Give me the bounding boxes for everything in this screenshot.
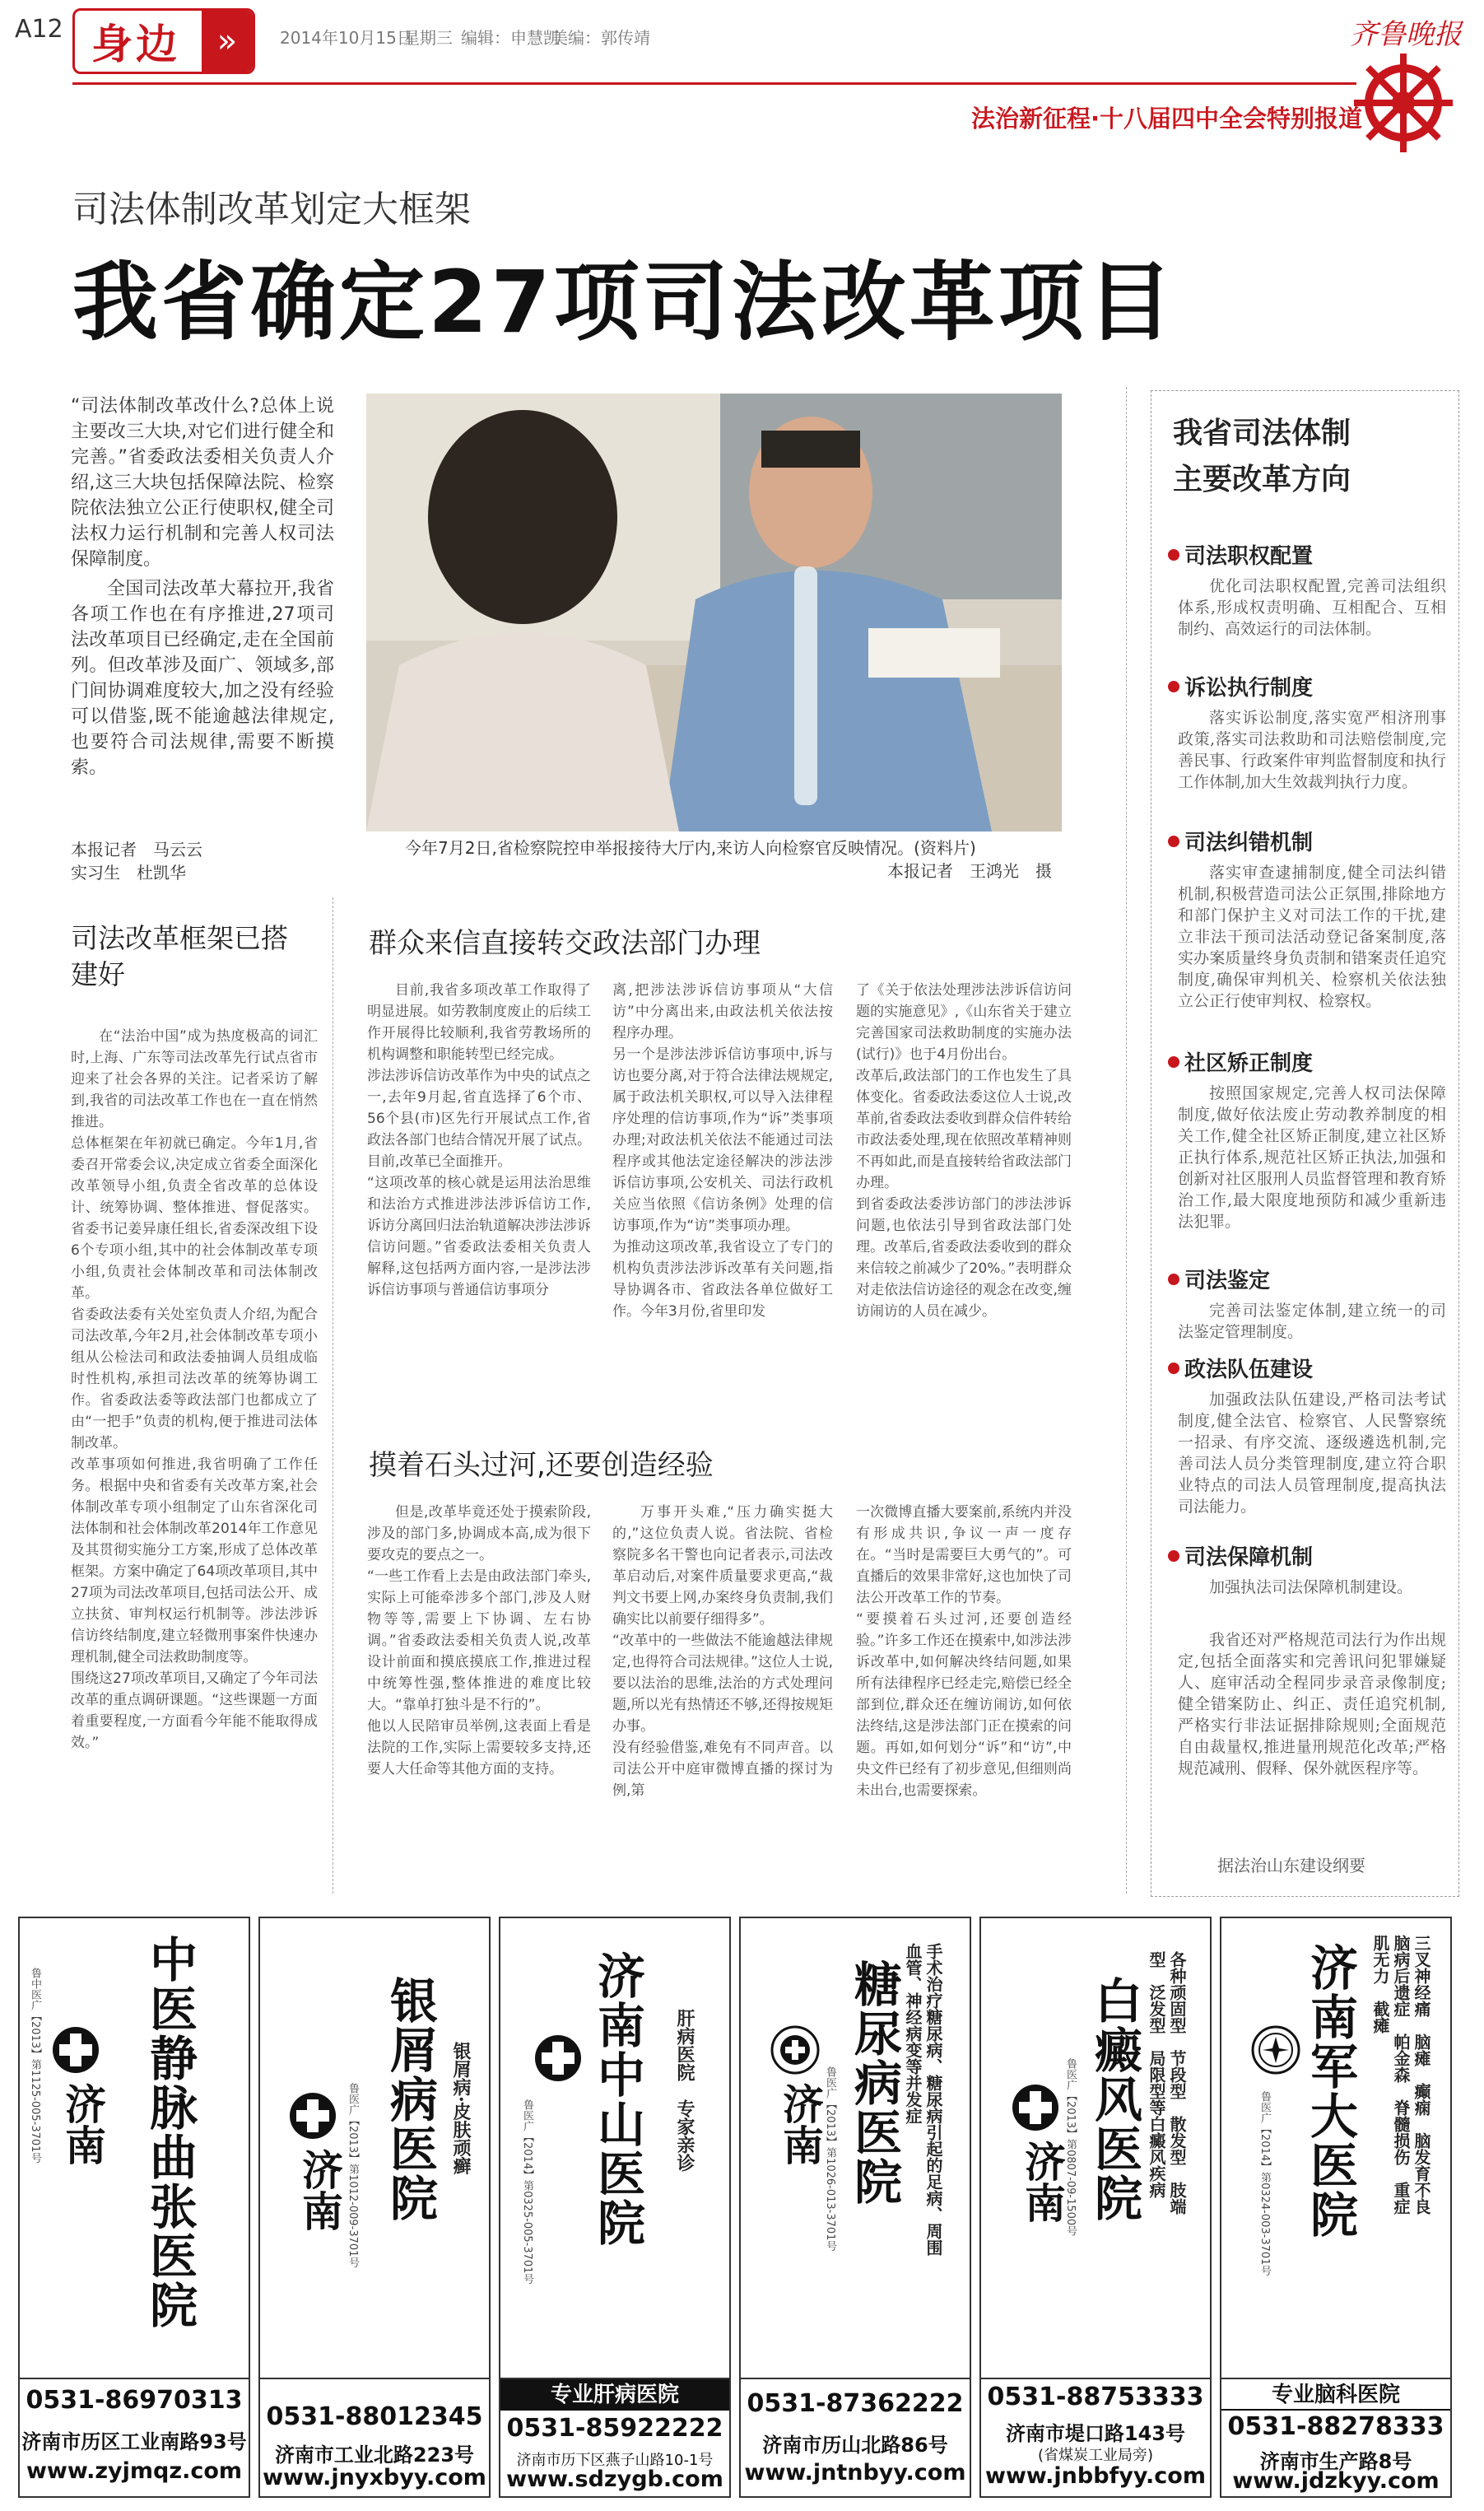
ad-banner: 专业脑科医院 xyxy=(1221,2379,1450,2411)
ad-license: 鲁医广【2013】第1012-009-3701号 xyxy=(347,2083,359,2268)
photo-credit: 本报记者 王鸿光 摄 xyxy=(887,861,1052,881)
bullet-dot-icon xyxy=(1168,1274,1179,1285)
issue-date: 2014年10月15日 xyxy=(280,28,413,48)
medical-cross-icon xyxy=(51,2025,100,2075)
medical-cross-icon xyxy=(533,2033,583,2083)
ad-address: 济南市历山北路86号 xyxy=(762,2434,948,2457)
section-tag xyxy=(72,8,255,74)
sidebar-title-line2: 主要改革方向 xyxy=(1173,463,1351,496)
sidebar-item-4-heading: 社区矫正制度 xyxy=(1168,1046,1313,1077)
ship-wheel-icon xyxy=(1350,49,1457,156)
ad-name: 济南中山医院 xyxy=(589,1951,645,2248)
ad-footer xyxy=(20,2378,249,2496)
sidebar-item-6-text: 加强政法队伍建设,严格司法考试制度,健全法官、检察官、人民警察统一招录、有序交流、逐级遴选机制,完善司法人员分类管理制度,建立符合职业特点的司法人员管理制度,提高执法司法能力。 xyxy=(1178,1391,1446,1516)
sidebar-item-2-text: 落实诉讼制度,落实宽严相济刑事政策,落实司法救助和司法赔偿制度,完善民事、行政案件审判监督制度和执行工作体制,加大生效裁判执行力度。 xyxy=(1178,709,1446,791)
ad-website: www.jdzkyy.com xyxy=(1232,2468,1440,2494)
ad-website: www.jnyxbyy.com xyxy=(263,2465,486,2490)
ad-junda-hospital xyxy=(1220,1917,1452,2498)
sidebar-closing-text: 我省还对严格规范司法行为作出规定,包括全面落实和完善讯问犯罪嫌疑人、庭审活动全程同步录音录像制度;健全错案防止、纠正、责任追究机制,严格实行非法证据排除规则;全面规范自由裁量权,推进量刑规范化改革;严格规范减刑、假释、保外就医程序等。 xyxy=(1178,1631,1446,1777)
sidebar-item-3-heading: 司法纠错机制 xyxy=(1168,826,1313,856)
ad-license: 鲁中医广【2013】第1125-005-3701号 xyxy=(29,1968,41,2164)
bullet-dot-icon xyxy=(1168,836,1179,847)
ad-name: 白癜风医院 xyxy=(1086,1976,1142,2223)
subhead-experience: 摸着石头过河,还要创造经验 xyxy=(369,1449,714,1482)
art-editor: 美编：郭传靖 xyxy=(551,28,650,48)
ad-phone: 0531-88012345 xyxy=(266,2402,483,2431)
ad-description: 三叉神经痛 脑瘫 癫痫 脑发育不良 脑病后遗症 帕金森 脊髓损伤 重症肌无力 截瘫 xyxy=(1370,1935,1431,2231)
ad-phone: 0531-88278333 xyxy=(1227,2412,1444,2441)
ad-description: 手术治疗糖尿病、糖尿病引起的足病、周围血管、神经病变等并发症 xyxy=(903,1943,943,2256)
column-petitions-1: 目前,我省多项改革工作取得了明显进展。如劳教制度废止的后续工作开展得比较顺利,我省劳教场所的机构调整和职能转型已经完成。 涉法涉诉信访改革作为中央的试点之一,去年9月起,省直选择了6个市、56个县(市)区先行开展试点工作,省政法各部门也结合情况开展了试点。目前,改革已全面推开。 “这项改革的核心就是运用法治思维和法治方式推进涉法涉诉信访工作,诉访分离回归法治轨道解决涉法涉诉信访问题。”省委政法委相关负责人解释,这包括两方面内容,一是涉法涉诉信访事项与普通信访事项分 xyxy=(367,982,591,1298)
hospital-logo-icon xyxy=(770,2025,820,2075)
ad-city: 济南 xyxy=(295,2149,343,2231)
ad-phone: 0531-86970313 xyxy=(26,2386,243,2415)
byline-reporter: 本报记者 马云云 xyxy=(71,840,202,860)
ad-license: 鲁医广【2013】第0807-09-1500号 xyxy=(1064,2058,1077,2237)
photo-caption: 今年7月2日,省检察院控申举报接待大厅内,来访人向检察官反映情况。(资料片) xyxy=(405,838,976,858)
ad-banner: 专业肝病医院 xyxy=(500,2379,729,2411)
sidebar-item-7-heading: 司法保障机制 xyxy=(1168,1540,1313,1571)
ad-phone: 0531-85922222 xyxy=(506,2414,723,2443)
sidebar-item-2-heading: 诉讼执行制度 xyxy=(1168,671,1313,701)
page-header xyxy=(0,0,1484,165)
sidebar-item-4-text: 按照国家规定,完善人权司法保障制度,做好依法废止劳动教养制度的相关工作,健全社区矫正制度,建立社区矫正执行体系,规范社区矫正执法,加强和创新对社区服刑人员监督管理和教育矫治工作,最大限度地预防和减少重新违法犯罪。 xyxy=(1178,1084,1446,1231)
ad-description: 肝病医院 专家亲诊 xyxy=(674,2009,695,2172)
sidebar-item-5-heading: 司法鉴定 xyxy=(1168,1264,1270,1294)
sidebar-source: 据法治山东建设纲要 xyxy=(1217,1856,1365,1875)
series-title: 法治新征程·十八届四中全会特别报道 xyxy=(971,105,1363,133)
ad-city: 济南 xyxy=(776,2083,824,2165)
page-number: A12 xyxy=(15,15,63,44)
lead-paragraph-2: 全国司法改革大幕拉开,我省各项工作也在有序推进,27项司法改革项目已经确定,走在全国前列。但改革涉及面广、领域多,部门间协调难度较大,加之没有经验可以借鉴,既不能逾越法律规定,也要符合司法规律,需要不断摸索。 xyxy=(71,579,334,778)
column-petitions-3: 了《关于依法处理涉法涉诉信访问题的实施意见》,《山东省关于建立完善国家司法救助制度的实施办法(试行)》也于4月份出台。 改革后,政法部门的工作也发生了具体变化。省委政法委这位人士说,改革前,省委政法委收到群众信件转给市政法委处理,现在依照改革精神则不再如此,而是直接转给省政法部门办理。 到省委政法委涉访部门的涉法涉诉问题,也依法引导到省政法部门处理。改革后,省委政法委收到的群众来信较之前减少了20%。”表明群众对走依法信访途径的观念在改变,缠访闹访的人员在减少。 xyxy=(856,982,1072,1320)
sidebar-item-1-text: 优化司法职权配置,完善司法组织体系,形成权责明确、互相配合、互相制约、高效运行的司法体制。 xyxy=(1178,577,1446,638)
subhead-framework: 司法改革框架已搭建好 xyxy=(71,922,288,990)
ad-name: 糖尿病医院 xyxy=(846,1959,902,2206)
column-petitions-2: 离,把涉法涉诉信访事项从“大信访”中分离出来,由政法机关依法按程序办理。 另一个是涉法涉诉信访事项中,诉与访也要分离,对于符合法律法规规定,属于政法机关职权,可以导入法律程序处理的信访事项,作为“诉”类事项办理;对政法机关依法不能通过司法程序或其他法定途径解决的涉法涉诉信访事项,公安机关、司法行政机关应当依照《信访条例》处理的信访事项,作为“访”类事项办理。 为推动这项改革,我省设立了专门的机构负责涉法涉诉改革有关问题,指导协调各市、省政法各单位做好工作。今年3月份,省里印发 xyxy=(612,982,833,1320)
ad-website: www.jntnbyy.com xyxy=(744,2460,966,2485)
bullet-dot-icon xyxy=(1168,1363,1179,1374)
ad-city: 济南 xyxy=(58,2083,106,2165)
ad-website: www.zyjmqz.com xyxy=(26,2458,243,2484)
ad-phone: 0531-88753333 xyxy=(987,2383,1204,2411)
bullet-dot-icon xyxy=(1168,549,1179,561)
ad-name: 中医静脉曲张医院 xyxy=(142,1935,198,2330)
issue-weekday: 星期三 xyxy=(403,28,453,48)
ad-address: 济南市工业北路223号 xyxy=(274,2443,475,2467)
sidebar-item-7-text: 加强执法司法保障机制建设。 xyxy=(1209,1578,1413,1596)
sidebar-item-5-text: 完善司法鉴定体制,建立统一的司法鉴定管理制度。 xyxy=(1178,1302,1446,1341)
ad-footer xyxy=(741,2378,970,2496)
bullet-dot-icon xyxy=(1168,681,1179,692)
ad-phone: 0531-87362222 xyxy=(747,2389,964,2418)
ad-license: 鲁医广【2014】第0325-005-3701号 xyxy=(521,2099,533,2285)
ad-name: 银屑病医院 xyxy=(382,1976,438,2223)
news-photo xyxy=(366,394,1062,832)
medical-cross-icon xyxy=(1011,2083,1060,2132)
ad-website: www.jnbbfyy.com xyxy=(985,2463,1206,2489)
byline-intern: 实习生 杜凯华 xyxy=(71,863,186,883)
sidebar-title-line1: 我省司法体制 xyxy=(1173,417,1351,450)
column-experience-3: 一次微博直播大要案前,系统内并没有形成共识,争议一声一度存在。“当时是需要巨大勇气的”。可直播后的效果非常好,这也加快了司法公开改革工作的节奏。 “要摸着石头过河,还要创造经验。”许多工作还在摸索中,如涉法涉诉改革中,如何解决终结问题,如果所有法律程序已经走完,赔偿已经全部到位,群众还在缠访闹访,如何依法终结,这是涉法部门正在摸索的问题。再如,如何划分“诉”和“访”,中央文件已经有了初步意见,但细则尚未出台,也需要探索。 xyxy=(856,1504,1072,1799)
sidebar-box xyxy=(1151,390,1459,1897)
subhead-petitions: 群众来信直接转交政法部门办理 xyxy=(369,927,761,960)
hospital-logo-icon xyxy=(1251,2025,1300,2075)
ad-description: 各种顽固型 节段型 散发型 肢端型 泛发型 局限型等白癜风疾病 xyxy=(1147,1951,1187,2215)
lead-paragraph-1: “司法体制改革改什么?总体上说主要改三大块,对它们进行健全和完善。”省委政法委相关负责人介绍,这三大块包括保障法院、检察院依法独立公正行使职权,健全司法权力运行机制和完善人权司法保障制度。 xyxy=(71,396,334,570)
bullet-dot-icon xyxy=(1168,1056,1179,1068)
article-headline: 我省确定27项司法改革项目 xyxy=(72,252,1176,352)
article-kicker: 司法体制改革划定大框架 xyxy=(72,189,471,231)
ad-footer xyxy=(981,2378,1210,2496)
ad-footer xyxy=(500,2378,729,2496)
sidebar-item-3-text: 落实审查逮捕制度,健全司法纠错机制,积极营造司法公正氛围,排除地方和部门保护主义对司法工作的干扰,建立非法干预司法活动登记备案制度,落实办案质量终身负责制和错案责任追究制度,确保审判机关、检察机关依法独立公正行使审判权、检察权。 xyxy=(1178,864,1446,1010)
ad-license: 鲁医广【2013】第1026-013-3701号 xyxy=(824,2066,836,2252)
ad-psoriasis-hospital xyxy=(258,1917,491,2498)
section-name: 身边 xyxy=(91,21,180,68)
ad-address: 济南市历区工业南路93号 xyxy=(21,2430,247,2453)
sidebar-item-6-heading: 政法队伍建设 xyxy=(1168,1353,1313,1383)
column-experience-1: 但是,改革毕竟还处于摸索阶段,涉及的部门多,协调成本高,成为很下要攻克的要点之一。 “一些工作看上去是由政法部门牵头,实际上可能牵涉多个部门,涉及人财物等等,需要上下协调、左右协调。”省委政法委相关负责人说,改革设计前面和摸底摸底工作,推进过程中统筹性强,整体推进的难度比较大。“靠单打独斗是不行的”。 他以人民陪审员举例,这表面上看是法院的工作,实际上需要较多支持,还要人大任命等其他方面的支持。 xyxy=(367,1504,591,1777)
ad-vein-hospital xyxy=(18,1917,250,2498)
ad-license: 鲁医广【2014】第0324-003-3701号 xyxy=(1258,2091,1271,2276)
ad-diabetes-hospital xyxy=(739,1917,971,2498)
header-rule xyxy=(72,82,1356,85)
ad-address-note: (省煤炭工业局旁) xyxy=(1037,2447,1154,2464)
newspaper-brand: 齐鲁晚报 xyxy=(1350,18,1462,51)
ad-zhongshan-hospital xyxy=(499,1917,731,2498)
ad-description: 银屑病·皮肤顽癣 xyxy=(450,2042,472,2175)
bullet-dot-icon xyxy=(1168,1550,1179,1562)
ad-address: 济南市历下区燕子山路10-1号 xyxy=(516,2452,714,2469)
ad-address: 济南市堤口路143号 xyxy=(1005,2422,1186,2445)
ad-vitiligo-hospital xyxy=(979,1917,1212,2498)
ad-website: www.sdzygb.com xyxy=(506,2467,723,2492)
ad-address: 济南市生产路8号 xyxy=(1259,2450,1412,2473)
sidebar-divider xyxy=(1126,387,1127,1894)
medical-cross-icon xyxy=(288,2091,337,2141)
ad-city: 济南 xyxy=(1018,2141,1066,2223)
ad-footer xyxy=(1221,2378,1450,2496)
section-arrow-icon: » xyxy=(202,8,253,74)
column-framework: 在“法治中国”成为热度极高的词汇时,上海、广东等司法改革先行试点省市迎来了社会各界的关注。记者采访了解到,我省的司法改革工作也在一直在悄然推进。 总体框架在年初就已确定。今年1月,省委召开常委会议,决定成立省委全面深化改革领导小组,负责全省改革的总体设计、统筹协调、整体推进、督促落实。省委书记姜异康任组长,省委深改组下设6个专项小组,其中的社会体制改革专项小组,负责社会体制改革和司法体制改革。 省委政法委有关处室负责人介绍,为配合司法改革,今年2月,社会体制改革专项小组从公检法司和政法委抽调人员组成临时性机构,承担司法改革的统筹协调工作。省委政法委等政法部门也都成立了由“一把手”负责的机构,便于推进司法体制改革。 改革事项如何推进,我省明确了工作任务。根据中央和省委有关改革方案,社会体制改革专项小组制定了山东省深化司法体制和社会体制改革2014年工作意见及其贯彻实施分工方案,形成了总体改革框架。方案中确定了64项改革项目,其中27项为司法改革项目,包括司法公开、成立扶贫、审判权运行机制等。涉法涉诉信访终结制度,建立轻微刑事案件快速办理机制,健全司法救助制度等。 围绕这27项改革项目,又确定了今年司法改革的重点调研课题。“这些课题一方面着重要程度,一方面看今年能不能取得成效。” xyxy=(71,1028,318,1751)
ad-name: 济南军大医院 xyxy=(1302,1943,1358,2239)
ad-footer xyxy=(260,2378,489,2496)
editor: 编辑：申慧凯 xyxy=(461,28,560,48)
sidebar-item-1-heading: 司法职权配置 xyxy=(1168,539,1313,570)
column-experience-2: 万事开头难,“压力确实挺大的,”这位负责人说。省法院、省检察院多名干警也向记者表示,司法改革启动后,对案件质量要求更高,“裁判文书要上网,办案终身负责制,我们确实比以前要仔细得多”。 “改革中的一些做法不能逾越法律规定,也得符合司法规律。”这位人士说,要以法治的思维,法治的方式处理问题,所以光有热情还不够,还得按规矩办事。 没有经验借鉴,难免有不同声音。以司法公开中庭审微博直播的探讨为例,第 xyxy=(612,1504,833,1799)
